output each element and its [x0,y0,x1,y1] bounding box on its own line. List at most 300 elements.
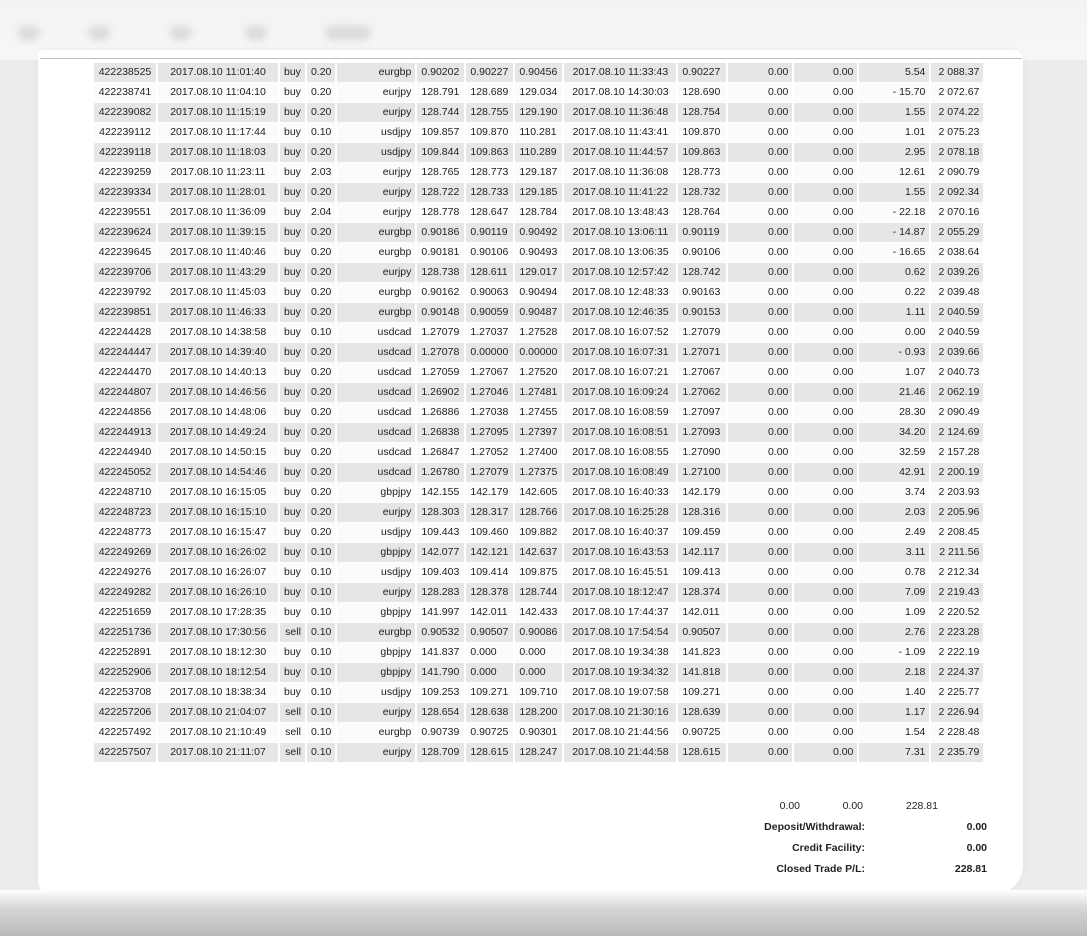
cell-type: buy [280,603,305,622]
cell-item: eurjpy [337,263,415,282]
cell-type: sell [280,703,305,722]
cell-size: 0.10 [307,743,335,762]
cell-open-price: 128.722 [417,183,464,202]
cell-commission: 0.00 [728,743,792,762]
cell-open-price: 109.253 [417,683,464,702]
cell-item: eurgbp [337,243,415,262]
cell-close-time: 2017.08.10 14:30:03 [564,83,676,102]
cell-type: buy [280,483,305,502]
cell-type: buy [280,663,305,682]
cell-close-price: 128.773 [678,163,726,182]
cell-take-profit: 109.875 [515,563,562,582]
cell-item: eurgbp [337,63,415,82]
cell-ticket: 422239645 [94,243,156,262]
cell-ticket: 422244807 [94,383,156,402]
cell-take-profit: 1.27375 [515,463,562,482]
cell-ticket: 422251659 [94,603,156,622]
cell-stop-loss: 0.000 [466,663,513,682]
cell-size: 0.20 [307,243,335,262]
cell-profit: 28.30 [859,403,929,422]
cell-take-profit: 129.185 [515,183,562,202]
cell-size: 0.20 [307,263,335,282]
cell-type: buy [280,403,305,422]
cell-commission: 0.00 [728,143,792,162]
cell-close-time: 2017.08.10 13:48:43 [564,203,676,222]
cell-swap: 0.00 [794,703,857,722]
cell-swap: 0.00 [794,223,857,242]
table-row [94,523,983,542]
cell-open-price: 141.790 [417,663,464,682]
cell-size: 2.04 [307,203,335,222]
table-row [94,243,983,262]
cell-stop-loss: 0.90063 [466,283,513,302]
cell-close-price: 1.27093 [678,423,726,442]
cell-stop-loss: 128.317 [466,503,513,522]
cell-close-price: 142.117 [678,543,726,562]
cell-ticket: 422244856 [94,403,156,422]
table-row [94,603,983,622]
cell-profit: 12.61 [859,163,929,182]
cell-balance: 2 224.37 [931,663,983,682]
cell-take-profit: 142.433 [515,603,562,622]
table-row [94,83,983,102]
cell-swap: 0.00 [794,323,857,342]
cell-balance: 2 074.22 [931,103,983,122]
cell-ticket: 422252891 [94,643,156,662]
cell-balance: 2 062.19 [931,383,983,402]
cell-close-price: 128.615 [678,743,726,762]
cell-close-time: 2017.08.10 16:07:31 [564,343,676,362]
table-row [94,163,983,182]
cell-take-profit: 142.605 [515,483,562,502]
table-row [94,103,983,122]
cell-close-price: 128.316 [678,503,726,522]
cell-close-price: 128.690 [678,83,726,102]
cell-close-price: 142.011 [678,603,726,622]
cell-take-profit: 0.000 [515,663,562,682]
cell-open-time: 2017.08.10 11:43:29 [158,263,278,282]
cell-profit: 42.91 [859,463,929,482]
cell-profit: - 16.65 [859,243,929,262]
cell-balance: 2 090.79 [931,163,983,182]
cell-close-price: 1.27079 [678,323,726,342]
cell-ticket: 422244940 [94,443,156,462]
cell-swap: 0.00 [794,503,857,522]
cell-open-time: 2017.08.10 11:01:40 [158,63,278,82]
blurred-icon [170,26,192,40]
cell-profit: 1.55 [859,183,929,202]
cell-type: buy [280,323,305,342]
blurred-icon [88,26,110,40]
cell-ticket: 422249276 [94,563,156,582]
cell-open-price: 142.155 [417,483,464,502]
cell-close-time: 2017.08.10 12:46:35 [564,303,676,322]
cell-profit: 1.01 [859,123,929,142]
cell-type: sell [280,623,305,642]
cell-balance: 2 072.67 [931,83,983,102]
cell-ticket: 422239792 [94,283,156,302]
cell-stop-loss: 128.733 [466,183,513,202]
cell-profit: 2.76 [859,623,929,642]
cell-balance: 2 220.52 [931,603,983,622]
cell-item: usdcad [337,443,415,462]
cell-open-time: 2017.08.10 17:30:56 [158,623,278,642]
cell-stop-loss: 1.27037 [466,323,513,342]
cell-profit: 1.09 [859,603,929,622]
cell-size: 0.10 [307,323,335,342]
cell-close-price: 109.413 [678,563,726,582]
cell-balance: 2 088.37 [931,63,983,82]
cell-open-time: 2017.08.10 16:26:07 [158,563,278,582]
cell-swap: 0.00 [794,303,857,322]
cell-profit: 1.17 [859,703,929,722]
cell-open-price: 1.26902 [417,383,464,402]
cell-item: gbpjpy [337,643,415,662]
cell-type: buy [280,543,305,562]
cell-item: eurgbp [337,303,415,322]
cell-close-time: 2017.08.10 19:07:58 [564,683,676,702]
cell-close-time: 2017.08.10 11:41:22 [564,183,676,202]
cell-commission: 0.00 [728,563,792,582]
cell-size: 0.20 [307,523,335,542]
cell-balance: 2 235.79 [931,743,983,762]
closed-trades-table [92,62,985,763]
cell-ticket: 422248773 [94,523,156,542]
cell-swap: 0.00 [794,483,857,502]
cell-size: 0.20 [307,63,335,82]
cell-take-profit: 0.90456 [515,63,562,82]
cell-close-price: 0.90725 [678,723,726,742]
cell-type: buy [280,523,305,542]
cell-close-time: 2017.08.10 18:12:47 [564,583,676,602]
cell-close-time: 2017.08.10 13:06:11 [564,223,676,242]
cell-swap: 0.00 [794,363,857,382]
cell-open-time: 2017.08.10 16:26:02 [158,543,278,562]
cell-take-profit: 0.00000 [515,343,562,362]
cell-balance: 2 039.48 [931,283,983,302]
cell-close-price: 109.459 [678,523,726,542]
table-row [94,563,983,582]
cell-close-time: 2017.08.10 11:43:41 [564,123,676,142]
cell-size: 0.10 [307,123,335,142]
blurred-footer [0,890,1087,936]
cell-close-time: 2017.08.10 11:33:43 [564,63,676,82]
cell-close-price: 0.90153 [678,303,726,322]
cell-commission: 0.00 [728,623,792,642]
cell-open-time: 2017.08.10 21:11:07 [158,743,278,762]
cell-item: usdjpy [337,523,415,542]
cell-profit: 2.95 [859,143,929,162]
cell-profit: 34.20 [859,423,929,442]
cell-open-price: 0.90202 [417,63,464,82]
cell-stop-loss: 0.90227 [466,63,513,82]
cell-commission: 0.00 [728,723,792,742]
cell-stop-loss: 109.870 [466,123,513,142]
cell-size: 0.20 [307,103,335,122]
cell-stop-loss: 1.27052 [466,443,513,462]
cell-type: buy [280,103,305,122]
cell-swap: 0.00 [794,623,857,642]
cell-stop-loss: 109.460 [466,523,513,542]
cell-size: 0.20 [307,143,335,162]
table-row [94,703,983,722]
cell-commission: 0.00 [728,383,792,402]
cell-ticket: 422249282 [94,583,156,602]
cell-item: eurjpy [337,183,415,202]
cell-open-price: 109.403 [417,563,464,582]
cell-profit: 1.07 [859,363,929,382]
cell-swap: 0.00 [794,203,857,222]
cell-ticket: 422238741 [94,83,156,102]
cell-commission: 0.00 [728,663,792,682]
cell-balance: 2 039.26 [931,263,983,282]
cell-ticket: 422257206 [94,703,156,722]
deposit-withdrawal-label: Deposit/Withdrawal: [764,821,865,833]
cell-commission: 0.00 [728,123,792,142]
cell-close-price: 128.374 [678,583,726,602]
cell-close-price: 109.271 [678,683,726,702]
cell-commission: 0.00 [728,363,792,382]
cell-swap: 0.00 [794,643,857,662]
cell-open-price: 1.26838 [417,423,464,442]
cell-close-time: 2017.08.10 17:54:54 [564,623,676,642]
cell-close-price: 0.90507 [678,623,726,642]
cell-profit: 21.46 [859,383,929,402]
cell-type: buy [280,643,305,662]
cell-balance: 2 070.16 [931,203,983,222]
cell-ticket: 422239082 [94,103,156,122]
cell-stop-loss: 1.27038 [466,403,513,422]
cell-type: buy [280,383,305,402]
cell-take-profit: 0.90487 [515,303,562,322]
cell-balance: 2 092.34 [931,183,983,202]
cell-item: gbpjpy [337,543,415,562]
cell-ticket: 422244447 [94,343,156,362]
cell-open-time: 2017.08.10 21:04:07 [158,703,278,722]
cell-close-time: 2017.08.10 11:36:48 [564,103,676,122]
cell-swap: 0.00 [794,343,857,362]
cell-commission: 0.00 [728,603,792,622]
closed-trade-pl-value: 228.81 [954,863,987,875]
cell-open-time: 2017.08.10 21:10:49 [158,723,278,742]
table-row [94,223,983,242]
cell-open-time: 2017.08.10 11:17:44 [158,123,278,142]
cell-close-price: 128.764 [678,203,726,222]
cell-type: buy [280,203,305,222]
cell-swap: 0.00 [794,723,857,742]
cell-profit: 0.78 [859,563,929,582]
cell-item: eurjpy [337,163,415,182]
cell-take-profit: 128.784 [515,203,562,222]
cell-open-price: 1.26780 [417,463,464,482]
cell-close-time: 2017.08.10 16:08:51 [564,423,676,442]
cell-profit: 0.22 [859,283,929,302]
cell-take-profit: 129.017 [515,263,562,282]
cell-type: buy [280,163,305,182]
cell-ticket: 422239118 [94,143,156,162]
cell-stop-loss: 128.611 [466,263,513,282]
cell-ticket: 422244428 [94,323,156,342]
cell-type: buy [280,343,305,362]
cell-open-time: 2017.08.10 11:39:15 [158,223,278,242]
cell-size: 0.10 [307,603,335,622]
table-row [94,723,983,742]
cell-stop-loss: 0.90507 [466,623,513,642]
cell-open-time: 2017.08.10 14:46:56 [158,383,278,402]
cell-close-time: 2017.08.10 16:40:37 [564,523,676,542]
table-row [94,383,983,402]
total-swap: 0.00 [842,800,863,812]
cell-type: sell [280,723,305,742]
table-row [94,323,983,342]
cell-ticket: 422257492 [94,723,156,742]
cell-balance: 2 228.48 [931,723,983,742]
cell-ticket: 422251736 [94,623,156,642]
table-row [94,503,983,522]
cell-swap: 0.00 [794,543,857,562]
cell-item: eurgbp [337,223,415,242]
cell-item: usdcad [337,383,415,402]
table-row [94,403,983,422]
cell-stop-loss: 128.378 [466,583,513,602]
cell-balance: 2 039.66 [931,343,983,362]
cell-stop-loss: 128.638 [466,703,513,722]
cell-take-profit: 129.034 [515,83,562,102]
cell-profit: - 0.93 [859,343,929,362]
cell-close-price: 0.90227 [678,63,726,82]
cell-item: usdjpy [337,143,415,162]
cell-open-time: 2017.08.10 11:15:19 [158,103,278,122]
cell-close-time: 2017.08.10 13:06:35 [564,243,676,262]
cell-balance: 2 223.28 [931,623,983,642]
cell-open-price: 0.90532 [417,623,464,642]
cell-open-price: 1.27078 [417,343,464,362]
cell-close-time: 2017.08.10 16:07:52 [564,323,676,342]
cell-balance: 2 040.59 [931,323,983,342]
cell-stop-loss: 0.90059 [466,303,513,322]
cell-ticket: 422239112 [94,123,156,142]
cell-open-time: 2017.08.10 14:38:58 [158,323,278,342]
cell-close-price: 1.27100 [678,463,726,482]
cell-open-time: 2017.08.10 18:12:30 [158,643,278,662]
cell-close-price: 1.27067 [678,363,726,382]
cell-item: eurjpy [337,503,415,522]
cell-open-price: 128.709 [417,743,464,762]
cell-stop-loss: 128.755 [466,103,513,122]
cell-balance: 2 208.45 [931,523,983,542]
cell-type: buy [280,463,305,482]
cell-commission: 0.00 [728,323,792,342]
cell-close-time: 2017.08.10 16:07:21 [564,363,676,382]
table-row [94,743,983,762]
cell-commission: 0.00 [728,203,792,222]
cell-open-time: 2017.08.10 11:40:46 [158,243,278,262]
cell-balance: 2 211.56 [931,543,983,562]
cell-open-time: 2017.08.10 17:28:35 [158,603,278,622]
cell-balance: 2 212.34 [931,563,983,582]
cell-commission: 0.00 [728,683,792,702]
cell-item: eurjpy [337,583,415,602]
cell-open-price: 142.077 [417,543,464,562]
cell-type: buy [280,683,305,702]
cell-commission: 0.00 [728,63,792,82]
cell-close-time: 2017.08.10 17:44:37 [564,603,676,622]
table-row [94,343,983,362]
cell-swap: 0.00 [794,283,857,302]
cell-swap: 0.00 [794,423,857,442]
cell-close-price: 142.179 [678,483,726,502]
cell-item: eurjpy [337,743,415,762]
cell-stop-loss: 128.615 [466,743,513,762]
cell-close-time: 2017.08.10 12:57:42 [564,263,676,282]
cell-commission: 0.00 [728,583,792,602]
cell-open-time: 2017.08.10 11:46:33 [158,303,278,322]
cell-open-price: 128.654 [417,703,464,722]
cell-close-time: 2017.08.10 12:48:33 [564,283,676,302]
cell-stop-loss: 1.27079 [466,463,513,482]
cell-take-profit: 0.90492 [515,223,562,242]
cell-take-profit: 0.90493 [515,243,562,262]
cell-open-price: 1.26886 [417,403,464,422]
cell-size: 0.20 [307,443,335,462]
cell-commission: 0.00 [728,503,792,522]
cell-stop-loss: 0.90119 [466,223,513,242]
cell-profit: 32.59 [859,443,929,462]
cell-stop-loss: 142.179 [466,483,513,502]
cell-close-price: 128.742 [678,263,726,282]
table-row [94,203,983,222]
cell-swap: 0.00 [794,143,857,162]
cell-close-price: 0.90119 [678,223,726,242]
cell-swap: 0.00 [794,243,857,262]
cell-open-time: 2017.08.10 14:48:06 [158,403,278,422]
cell-profit: 2.49 [859,523,929,542]
cell-ticket: 422248710 [94,483,156,502]
divider [40,58,1022,59]
cell-close-price: 1.27071 [678,343,726,362]
cell-profit: 2.18 [859,663,929,682]
cell-commission: 0.00 [728,403,792,422]
cell-ticket: 422248723 [94,503,156,522]
cell-swap: 0.00 [794,123,857,142]
cell-swap: 0.00 [794,583,857,602]
cell-profit: - 22.18 [859,203,929,222]
cell-item: eurgbp [337,623,415,642]
cell-close-time: 2017.08.10 21:44:58 [564,743,676,762]
cell-open-price: 109.844 [417,143,464,162]
cell-balance: 2 225.77 [931,683,983,702]
cell-close-time: 2017.08.10 19:34:32 [564,663,676,682]
cell-open-time: 2017.08.10 16:15:05 [158,483,278,502]
cell-stop-loss: 128.647 [466,203,513,222]
cell-open-time: 2017.08.10 18:38:34 [158,683,278,702]
cell-balance: 2 075.23 [931,123,983,142]
cell-close-price: 109.863 [678,143,726,162]
table-row [94,123,983,142]
cell-close-price: 0.90106 [678,243,726,262]
cell-swap: 0.00 [794,383,857,402]
cell-ticket: 422239624 [94,223,156,242]
table-row [94,283,983,302]
cell-type: buy [280,303,305,322]
cell-size: 0.10 [307,703,335,722]
cell-commission: 0.00 [728,523,792,542]
cell-open-time: 2017.08.10 11:28:01 [158,183,278,202]
table-row [94,63,983,82]
cell-type: buy [280,83,305,102]
cell-size: 0.10 [307,583,335,602]
cell-size: 0.20 [307,423,335,442]
